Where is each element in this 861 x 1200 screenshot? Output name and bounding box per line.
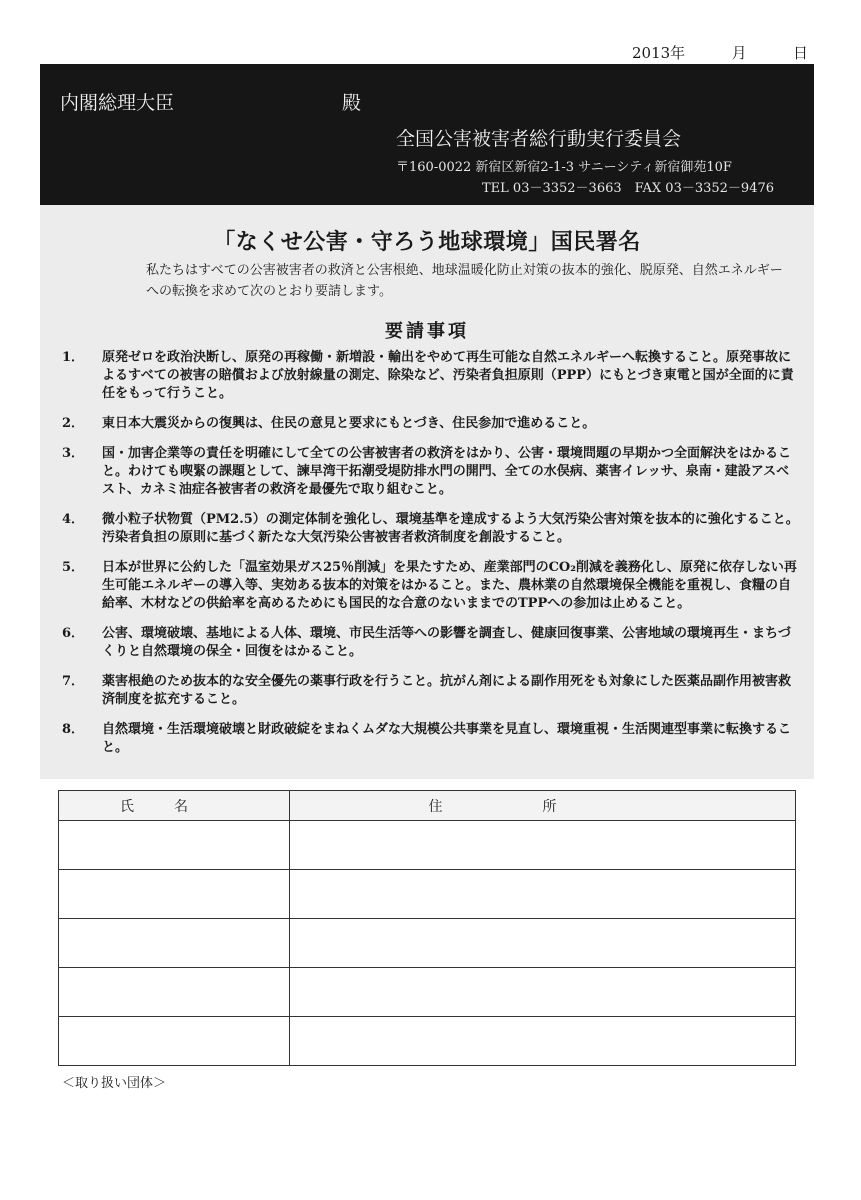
request-text: 東日本大震災からの復興は、住民の意見と要求にもとづき、住民参加で進めること。 xyxy=(102,416,596,431)
address-cell xyxy=(290,821,796,870)
address-field[interactable] xyxy=(290,968,795,1016)
address-cell xyxy=(290,1017,796,1066)
address-column-header: 住所 xyxy=(290,791,796,821)
request-text: 国・加害企業等の責任を明確にして全ての公害被害者の救済をはかり、公害・環境問題の早期かつ全面解決をはかること。わけても喫緊の課題として、諫早湾干拓潮受堤防排水門の開門、全ての水俣病、薬害イレッサ、泉南・建設アスベスト、カネミ油症各被害者の救済を最優先で取り組むこと。 xyxy=(102,446,792,497)
address-cell xyxy=(290,968,796,1017)
request-number: 5． xyxy=(62,560,85,575)
request-number: 2． xyxy=(62,416,85,431)
request-number: 6． xyxy=(62,626,85,641)
request-list xyxy=(62,349,800,769)
name-cell xyxy=(59,968,290,1017)
request-number: 3． xyxy=(62,446,85,461)
address-field[interactable] xyxy=(290,870,795,918)
signature-row xyxy=(59,968,796,1017)
name-field[interactable] xyxy=(59,1017,289,1065)
organization-contact: TEL 03－3352－3663 FAX 03－3352－9476 xyxy=(482,181,775,196)
organization-address: 〒160-0022 新宿区新宿2-1-3 サニーシティ新宿御苑10F xyxy=(396,160,732,175)
recipient: 内閣総理大臣 xyxy=(60,92,175,114)
address-field[interactable] xyxy=(290,919,795,967)
request-item xyxy=(62,559,800,613)
signature-row xyxy=(59,919,796,968)
petition-intro: 私たちはすべての公害被害者の救済と公害根絶、地球温暖化防止対策の抜本的強化、脱原発、自然エネルギーへの転換を求めて次のとおり要請します。 xyxy=(146,263,783,299)
requests-heading: 要請事項 xyxy=(385,321,469,342)
petition-body xyxy=(40,205,814,779)
signature-row xyxy=(59,870,796,919)
petition-title: 「なくせ公害・守ろう地球環境」国民署名 xyxy=(213,230,641,255)
request-text: 公害、環境破壊、基地による人体、環境、市民生活等への影響を調査し、健康回復事業、公害地域の環境再生・まちづくりと自然環境の保全・回復をはかること。 xyxy=(102,626,791,659)
name-cell xyxy=(59,919,290,968)
header-banner xyxy=(40,64,814,205)
name-cell xyxy=(59,821,290,870)
date-line xyxy=(632,42,808,62)
name-field[interactable] xyxy=(59,919,289,967)
request-item xyxy=(62,721,800,757)
request-item xyxy=(62,673,800,709)
name-cell xyxy=(59,870,290,919)
request-text: 原発ゼロを政治決断し、原発の再稼働・新増設・輸出をやめて再生可能な自然エネルギーへ転換すること。原発事故によるすべての被害の賠償および放射線量の測定、除染など、汚染者負担原則（PPP）にもとづき東電と国が全面的に責任をもって行うこと。 xyxy=(102,350,794,401)
request-item xyxy=(62,415,800,433)
request-text: 日本が世界に公約した「温室効果ガス25％削減」を果たすため、産業部門のCO₂削減を義務化し、原発に依存しない再生可能エネルギーの導入等、実効ある抜本的対策をはかること。また、農林業の自然環境保全機能を重視し、食糧の自給率、木材などの供給率を高めるためにも国民的な合意のないままでのTPPへの参加は止めること。 xyxy=(102,560,797,611)
request-item xyxy=(62,625,800,661)
address-cell xyxy=(290,870,796,919)
request-number: 8． xyxy=(62,722,85,737)
handling-organization-label: ＜取り扱い団体＞ xyxy=(62,1076,167,1091)
name-cell xyxy=(59,1017,290,1066)
name-field[interactable] xyxy=(59,870,289,918)
request-text: 薬害根絶のため抜本的な安全優先の薬事行政を行うこと。抗がん剤による副作用死をも対象にした医薬品副作用被害救済制度を拡充すること。 xyxy=(102,674,792,707)
request-item xyxy=(62,349,800,403)
date-year: 2013年 xyxy=(632,44,686,62)
request-item xyxy=(62,511,800,547)
request-text: 微小粒子状物質（PM2.5）の測定体制を強化し、環境基準を達成するよう大気汚染公害対策を抜本的に強化すること。汚染者負担の原則に基づく新たな大気汚染公害被害者救済制度を創設すること。 xyxy=(102,512,799,545)
request-text: 自然環境・生活環境破壊と財政破綻をまねくムダな大規模公共事業を見直し、環境重視・生活関連型事業に転換すること。 xyxy=(102,722,792,755)
request-number: 1． xyxy=(62,350,85,365)
address-field[interactable] xyxy=(290,1017,795,1065)
name-field[interactable] xyxy=(59,821,289,869)
address-field[interactable] xyxy=(290,821,795,869)
signature-table xyxy=(58,790,796,1066)
request-item xyxy=(62,445,800,499)
name-field[interactable] xyxy=(59,968,289,1016)
organization-name: 全国公害被害者総行動実行委員会 xyxy=(396,128,682,150)
signature-row xyxy=(59,821,796,870)
signature-header-row xyxy=(59,791,796,821)
honorific: 殿 xyxy=(342,92,362,114)
request-number: 4． xyxy=(62,512,85,527)
name-column-header: 氏名 xyxy=(59,791,290,821)
signature-row xyxy=(59,1017,796,1066)
date-day: 日 xyxy=(792,44,808,62)
address-cell xyxy=(290,919,796,968)
date-month: 月 xyxy=(731,44,747,62)
request-number: 7． xyxy=(62,674,85,689)
